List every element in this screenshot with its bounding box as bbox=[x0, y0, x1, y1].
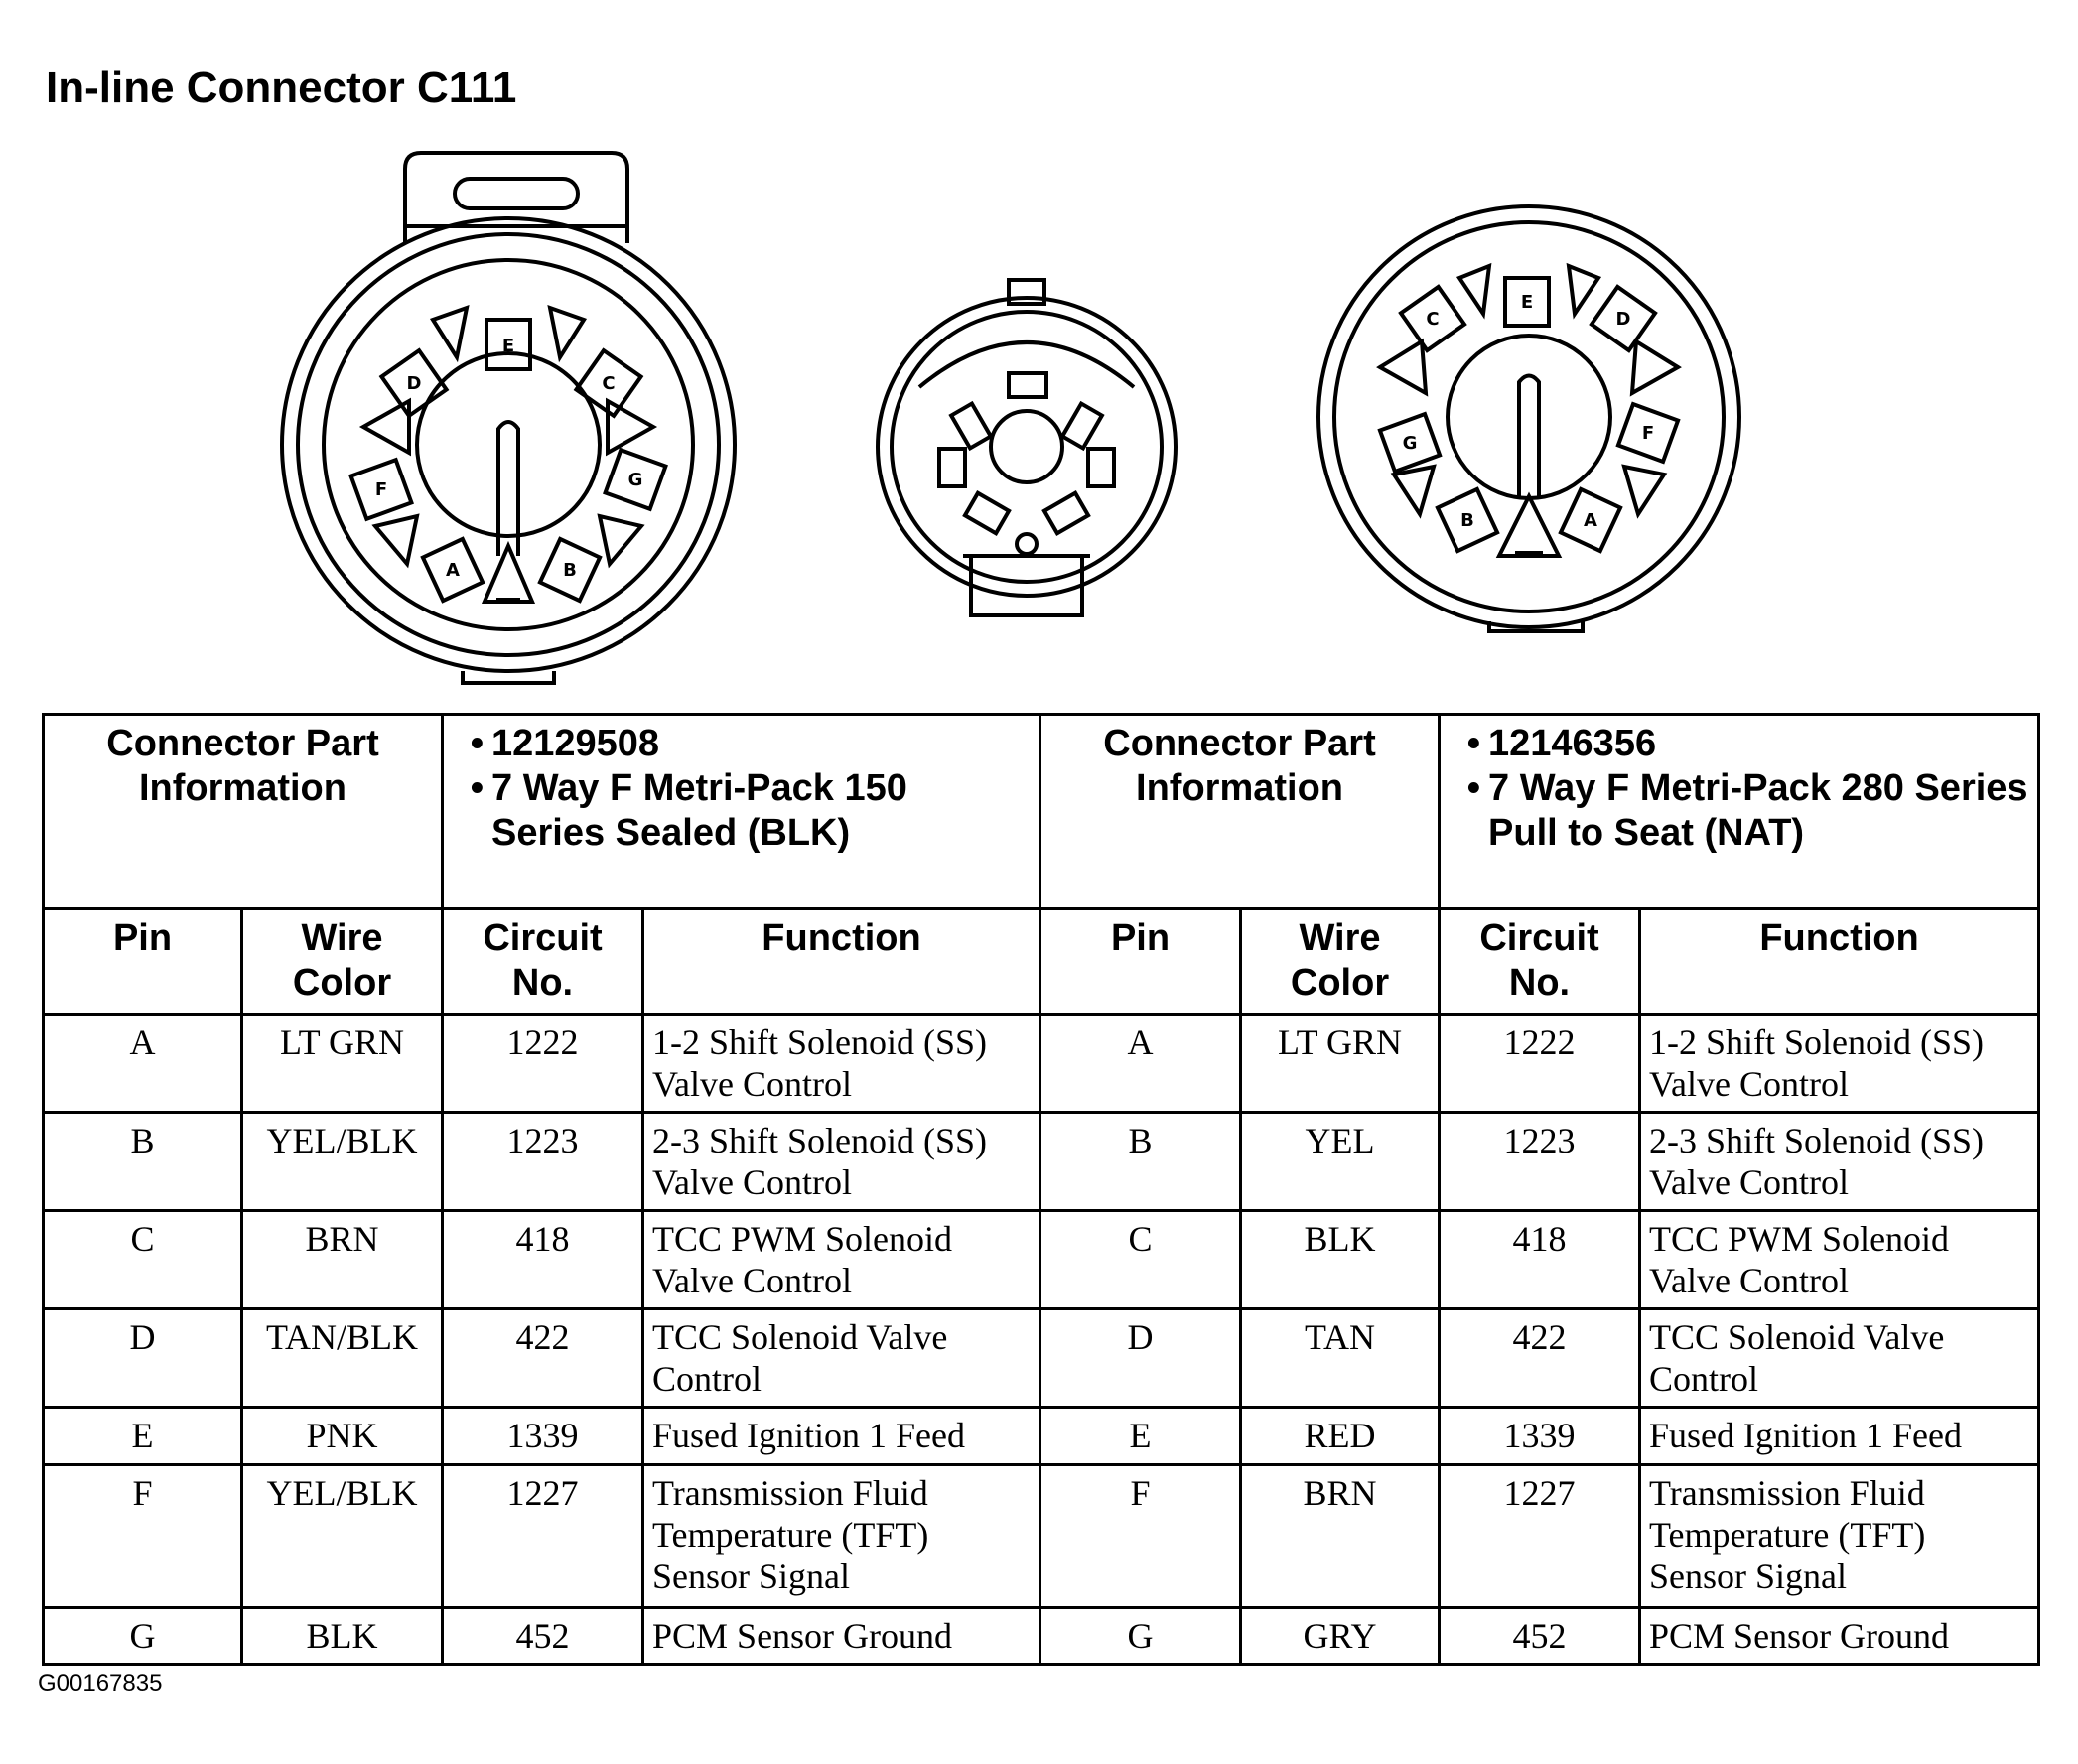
right-pin-f-label: F bbox=[1641, 423, 1655, 444]
left-connector-cavities bbox=[351, 320, 666, 601]
pin-cell: E bbox=[44, 1408, 242, 1465]
left-pin-e-label: E bbox=[501, 336, 515, 356]
column-header-row bbox=[44, 909, 2039, 1015]
left-part-info: • 12129508 • 7 Way F Metri-Pack 150 Series Sealed (BLK) bbox=[443, 715, 1040, 909]
wire-color-cell: YEL bbox=[1241, 1113, 1440, 1211]
pin-cell: F bbox=[1040, 1465, 1241, 1608]
circuit-cell: 422 bbox=[1440, 1309, 1640, 1408]
header-wire-color-left: Wire Color bbox=[242, 909, 443, 1015]
function-cell: 2-3 Shift Solenoid (SS) Valve Control bbox=[643, 1113, 1040, 1211]
wire-color-cell: RED bbox=[1241, 1408, 1440, 1465]
function-cell: TCC Solenoid Valve Control bbox=[643, 1309, 1040, 1408]
wire-color-cell: YEL/BLK bbox=[242, 1465, 443, 1608]
pin-cell: G bbox=[1040, 1608, 1241, 1665]
circuit-cell: 1222 bbox=[443, 1015, 643, 1113]
function-cell: 2-3 Shift Solenoid (SS) Valve Control bbox=[1640, 1113, 2039, 1211]
pin-cell: E bbox=[1040, 1408, 1241, 1465]
function-cell: 1-2 Shift Solenoid (SS) Valve Control bbox=[1640, 1015, 2039, 1113]
function-cell: TCC PWM Solenoid Valve Control bbox=[1640, 1211, 2039, 1309]
wire-color-cell: LT GRN bbox=[1241, 1015, 1440, 1113]
header-pin-left: Pin bbox=[44, 909, 242, 1015]
left-pin-d-label: D bbox=[406, 373, 422, 394]
wire-color-cell: LT GRN bbox=[242, 1015, 443, 1113]
wire-color-cell: BLK bbox=[1241, 1211, 1440, 1309]
left-part-number: 12129508 bbox=[491, 723, 660, 764]
header-function-right: Function bbox=[1640, 909, 2039, 1015]
function-cell: PCM Sensor Ground bbox=[1640, 1608, 2039, 1665]
table-row bbox=[44, 1113, 2039, 1211]
table-row bbox=[44, 1309, 2039, 1408]
connector-pinout-table bbox=[42, 713, 2040, 1666]
wire-color-cell: TAN/BLK bbox=[242, 1309, 443, 1408]
wire-color-cell: TAN bbox=[1241, 1309, 1440, 1408]
left-pin-a-label: A bbox=[446, 560, 460, 581]
wire-color-cell: BLK bbox=[242, 1608, 443, 1665]
pin-cell: A bbox=[1040, 1015, 1241, 1113]
wire-color-cell: PNK bbox=[242, 1408, 443, 1465]
right-part-info-label: Connector Part Information bbox=[1040, 715, 1440, 909]
header-circuit-right: Circuit No. bbox=[1440, 909, 1640, 1015]
header-function-left: Function bbox=[643, 909, 1040, 1015]
left-pin-g-label: G bbox=[627, 470, 643, 490]
wire-color-cell: GRY bbox=[1241, 1608, 1440, 1665]
table-row bbox=[44, 1015, 2039, 1113]
wire-color-cell: BRN bbox=[242, 1211, 443, 1309]
right-pin-b-label: B bbox=[1460, 510, 1474, 531]
table-row bbox=[44, 1408, 2039, 1465]
left-part-info-label: Connector Part Information bbox=[44, 715, 443, 909]
function-cell: TCC Solenoid Valve Control bbox=[1640, 1309, 2039, 1408]
middle-connector-face bbox=[878, 280, 1176, 615]
function-cell: Transmission Fluid Temperature (TFT) Sensor Signal bbox=[1640, 1465, 2039, 1608]
circuit-cell: 418 bbox=[443, 1211, 643, 1309]
function-cell: TCC PWM Solenoid Valve Control bbox=[643, 1211, 1040, 1309]
function-cell: Fused Ignition 1 Feed bbox=[643, 1408, 1040, 1465]
header-pin-right: Pin bbox=[1040, 909, 1241, 1015]
right-part-info: • 12146356 • 7 Way F Metri-Pack 280 Series Pull to Seat (NAT) bbox=[1440, 715, 2039, 909]
left-pin-f-label: F bbox=[374, 479, 388, 500]
pin-cell: F bbox=[44, 1465, 242, 1608]
connector-diagram bbox=[0, 139, 2078, 695]
pin-cell: B bbox=[1040, 1113, 1241, 1211]
right-pin-d-label: D bbox=[1615, 309, 1631, 330]
pin-cell: G bbox=[44, 1608, 242, 1665]
circuit-cell: 1223 bbox=[1440, 1113, 1640, 1211]
left-pin-c-label: C bbox=[602, 373, 616, 394]
circuit-cell: 1227 bbox=[1440, 1465, 1640, 1608]
pin-cell: B bbox=[44, 1113, 242, 1211]
left-pin-b-label: B bbox=[563, 560, 577, 581]
pin-cell: C bbox=[44, 1211, 242, 1309]
right-pin-a-label: A bbox=[1584, 510, 1597, 531]
circuit-cell: 1223 bbox=[443, 1113, 643, 1211]
pin-cell: A bbox=[44, 1015, 242, 1113]
circuit-cell: 418 bbox=[1440, 1211, 1640, 1309]
function-cell: Transmission Fluid Temperature (TFT) Sensor Signal bbox=[643, 1465, 1040, 1608]
left-part-description: 7 Way F Metri-Pack 150 Series Sealed (BLK) bbox=[491, 767, 907, 854]
right-part-number: 12146356 bbox=[1488, 723, 1657, 764]
table-row bbox=[44, 1608, 2039, 1665]
pin-cell: D bbox=[1040, 1309, 1241, 1408]
table-row bbox=[44, 1465, 2039, 1608]
part-info-row bbox=[44, 715, 2039, 909]
right-pin-g-label: G bbox=[1402, 433, 1418, 454]
function-cell: PCM Sensor Ground bbox=[643, 1608, 1040, 1665]
circuit-cell: 422 bbox=[443, 1309, 643, 1408]
function-cell: Fused Ignition 1 Feed bbox=[1640, 1408, 2039, 1465]
pin-cell: C bbox=[1040, 1211, 1241, 1309]
header-circuit-left: Circuit No. bbox=[443, 909, 643, 1015]
circuit-cell: 1339 bbox=[443, 1408, 643, 1465]
pin-cell: D bbox=[44, 1309, 242, 1408]
right-part-description: 7 Way F Metri-Pack 280 Series Pull to Seat (NAT) bbox=[1488, 767, 2028, 854]
circuit-cell: 452 bbox=[1440, 1608, 1640, 1665]
wire-color-cell: BRN bbox=[1241, 1465, 1440, 1608]
circuit-cell: 452 bbox=[443, 1608, 643, 1665]
circuit-cell: 1222 bbox=[1440, 1015, 1640, 1113]
right-connector-cavities bbox=[1380, 278, 1678, 551]
function-cell: 1-2 Shift Solenoid (SS) Valve Control bbox=[643, 1015, 1040, 1113]
wire-color-cell: YEL/BLK bbox=[242, 1113, 443, 1211]
right-pin-c-label: C bbox=[1426, 309, 1440, 330]
circuit-cell: 1227 bbox=[443, 1465, 643, 1608]
figure-code: G00167835 bbox=[38, 1670, 163, 1696]
page-title: In-line Connector C111 bbox=[46, 64, 517, 112]
right-pin-e-label: E bbox=[1520, 292, 1534, 313]
table-row bbox=[44, 1211, 2039, 1309]
header-wire-color-right: Wire Color bbox=[1241, 909, 1440, 1015]
circuit-cell: 1339 bbox=[1440, 1408, 1640, 1465]
